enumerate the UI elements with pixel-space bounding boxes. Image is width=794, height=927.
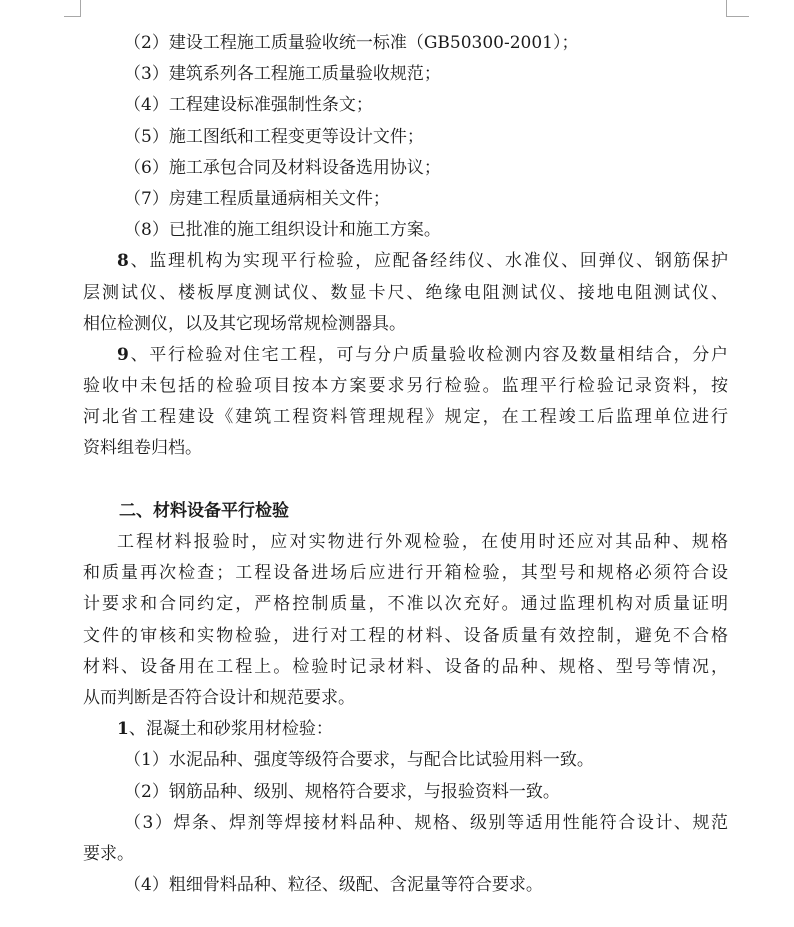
document-page [83, 28, 728, 901]
sub-heading-number: 1 [117, 719, 129, 740]
sub-heading [83, 714, 728, 745]
paragraph-line: 文件的审核和实物检验，进行对工程的材料、设备质量有效控制，避免不合格 [83, 625, 728, 646]
paragraph-line: 工程材料报验时，应对实物进行外观检验，在使用时还应对其品种、规格 [117, 532, 728, 552]
paragraph-text: 、监理机构为实现平行检验，应配备经纬仪、水准仪、回弹仪、钢筋保护 [128, 251, 728, 272]
paragraph-line [83, 340, 728, 371]
blank-line [83, 465, 728, 496]
paragraph-line: 材料、设备用在工程上。检验时记录材料、设备的品种、规格、型号等情况， [83, 656, 728, 677]
list-item: （6）施工承包合同及材料设备选用协议； [124, 157, 441, 178]
paragraph-line: 验收中未包括的检验项目按本方案要求另行检验。监理平行检验记录资料，按 [83, 376, 728, 397]
paragraph-number: 8 [117, 251, 129, 272]
paragraph-line: 和质量再次检查；工程设备进场后应进行开箱检验，其型号和规格必须符合设 [83, 563, 728, 584]
paragraph-number: 9 [117, 344, 129, 365]
paragraph-line: 河北省工程建设《建筑工程资料管理规程》规定，在工程竣工后监理单位进行 [83, 407, 728, 428]
section-2-body [83, 527, 728, 714]
paragraph-line: 层测试仪、楼板厚度测试仪、数显卡尺、绝缘电阻测试仪、接地电阻测试仪、 [83, 282, 728, 303]
page-corner-mark-left [64, 0, 81, 17]
list-item-continuation: 要求。 [83, 843, 134, 864]
paragraph-8 [83, 246, 728, 340]
list-item: （8）已批准的施工组织设计和施工方案。 [124, 220, 441, 241]
list-item: （2）钢筋品种、级别、规格符合要求，与报验资料一致。 [124, 781, 560, 802]
list-item: （3）建筑系列各工程施工质量验收规范； [124, 64, 441, 85]
paragraph-line: 相位检测仪，以及其它现场常规检测器具。 [83, 313, 406, 334]
paragraph-text: 、平行检验对住宅工程，可与分户质量验收检测内容及数量相结合，分户 [128, 344, 728, 365]
list-item: （3）焊条、焊剂等焊接材料品种、规格、级别等适用性能符合设计、规范 [124, 812, 728, 833]
paragraph-line [83, 246, 728, 277]
sub-heading-text: 、混凝土和砂浆用材检验： [128, 719, 333, 740]
list-item: （1）水泥品种、强度等级符合要求，与配合比试验用料一致。 [124, 750, 594, 771]
list-item: （4）粗细骨料品种、粒径、级配、含泥量等符合要求。 [124, 875, 543, 896]
list-item: （2）建设工程施工质量验收统一标准（GB50300-2001）； [124, 33, 579, 53]
paragraph-line: 计要求和合同约定，严格控制质量，不准以次充好。通过监理机构对质量证明 [83, 594, 728, 615]
paragraph-9 [83, 340, 728, 465]
list-item: （4）工程建设标准强制性条文； [124, 95, 373, 116]
list-item: （5）施工图纸和工程变更等设计文件； [124, 126, 424, 147]
section-heading: 二、材料设备平行检验 [119, 500, 289, 521]
paragraph-line: 从而判断是否符合设计和规范要求。 [83, 687, 355, 708]
paragraph-line: 资料组卷归档。 [83, 438, 202, 459]
list-item: （7）房建工程质量通病相关文件； [124, 188, 390, 209]
page-corner-mark-right [726, 0, 749, 17]
